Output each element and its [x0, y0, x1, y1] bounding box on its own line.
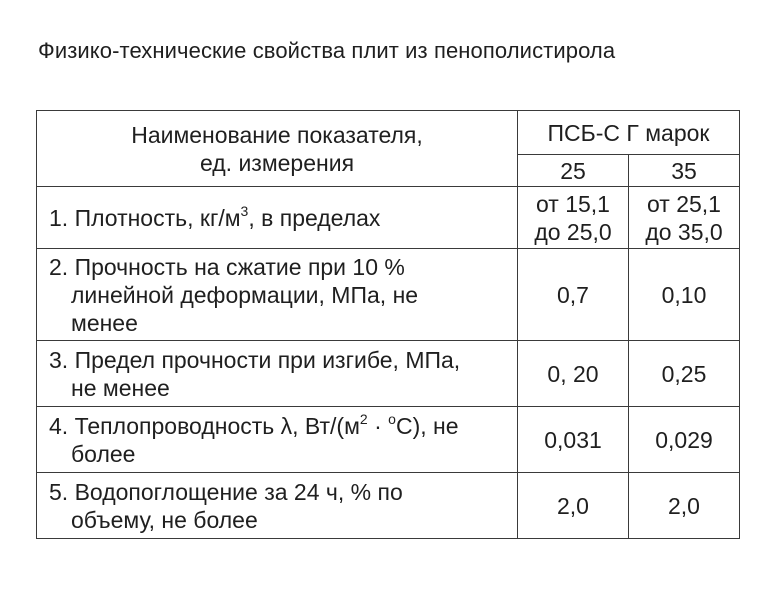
- thermal-conductivity-value-35: 0,029: [629, 407, 740, 473]
- table-row-compressive-strength: [37, 249, 740, 341]
- row-name-compressive-strength: 2. Прочность на сжатие при 10 % линейной деформации, МПа, не менее: [37, 249, 518, 341]
- water-absorption-value-25: 2,0: [518, 473, 629, 539]
- row-name-thermal-conductivity: 4. Теплопроводность λ, $Вт/(м^2 \cdot ^оС)$, не более: [37, 407, 518, 473]
- thermal-conductivity-value-25: 0,031: [518, 407, 629, 473]
- header-grade-35: 35: [629, 155, 740, 187]
- page-title: Физико-технические свойства плит из пенополистирола: [38, 38, 616, 63]
- water-absorption-value-35: 2,0: [629, 473, 740, 539]
- header-indicator-line2: ед. измерения: [199, 149, 355, 176]
- header-grade-25: 25: [518, 155, 629, 187]
- row-name-bending-strength: 3. Предел прочности при изгибе, МПа, не менее: [37, 341, 518, 407]
- table-row-density: [37, 187, 740, 249]
- density-value-25: от 15,1 до 25,0: [518, 187, 629, 249]
- table-row-bending-strength: [37, 341, 740, 407]
- row-name-density: 1. Плотность, $кг/м^3$, в пределах: [37, 187, 518, 249]
- bending-strength-value-35: 0,25: [629, 341, 740, 407]
- header-indicator-line1: Наименование показателя,: [131, 121, 423, 148]
- header-row-1: [37, 111, 740, 155]
- header-group: ПСБ-С Г марок: [518, 111, 740, 155]
- compressive-strength-value-35: 0,10: [629, 249, 740, 341]
- density-value-35: от 25,1 до 35,0: [629, 187, 740, 249]
- bending-strength-value-25: 0, 20: [518, 341, 629, 407]
- properties-table: [36, 110, 740, 539]
- row-name-water-absorption: 5. Водопоглощение за 24 ч, % по объему, не более: [37, 473, 518, 539]
- compressive-strength-value-25: 0,7: [518, 249, 629, 341]
- header-indicator-cell: [37, 111, 518, 187]
- table-row-water-absorption: [37, 473, 740, 539]
- table-row-thermal-conductivity: [37, 407, 740, 473]
